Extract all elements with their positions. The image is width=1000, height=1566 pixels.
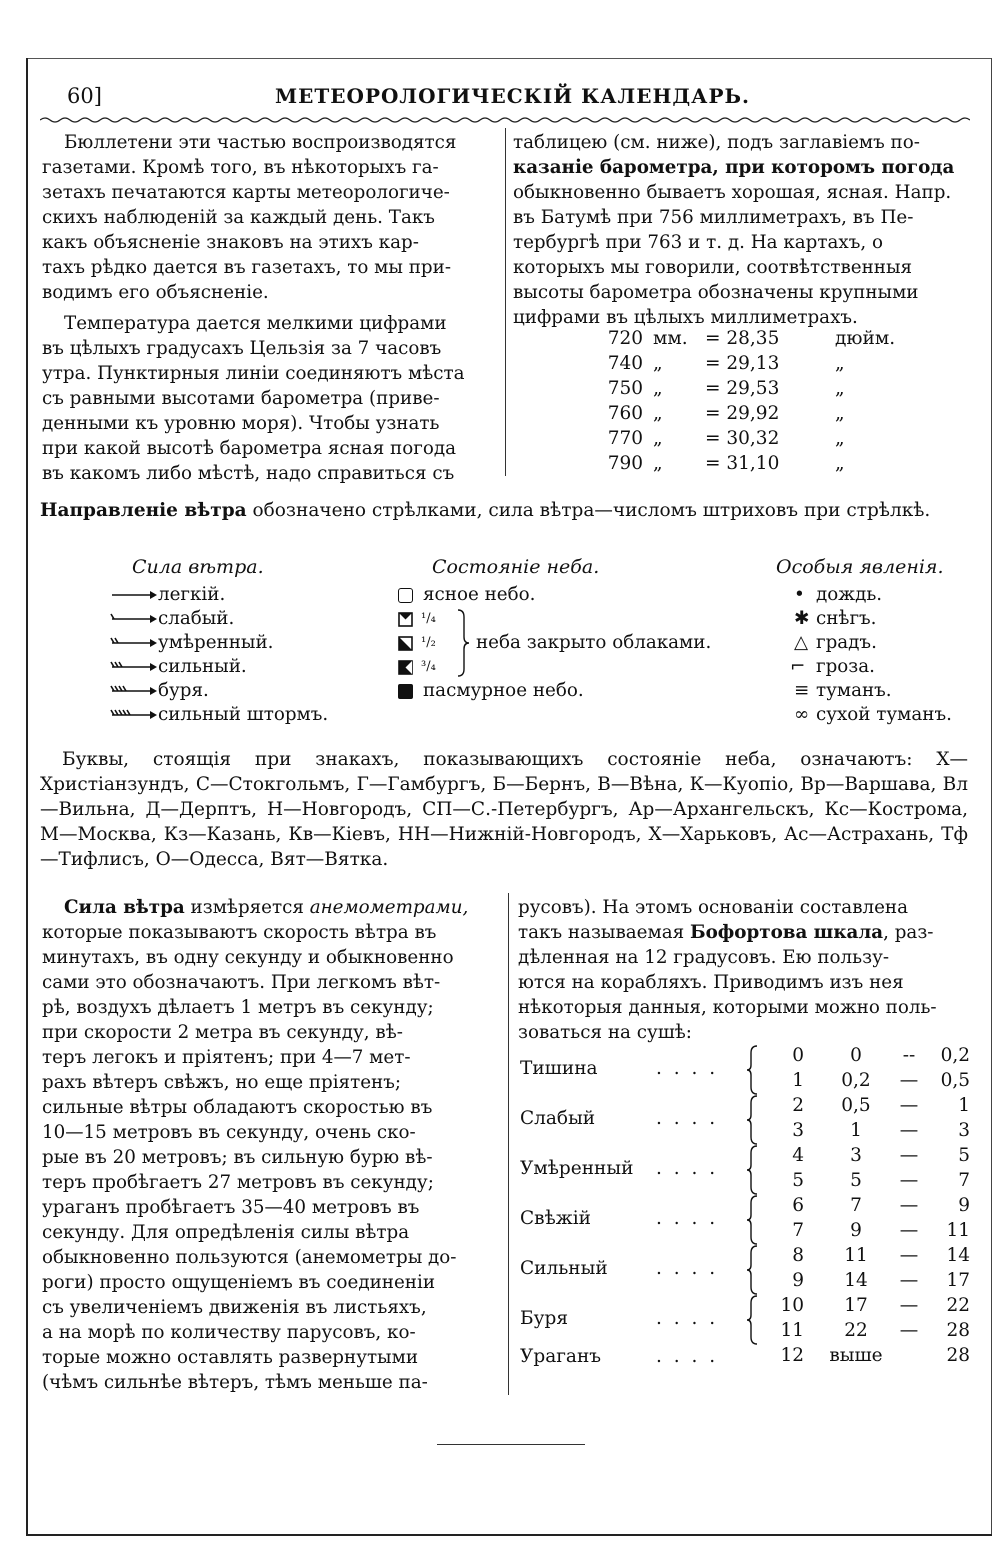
beaufort-wind-name: Тишина — [520, 1058, 598, 1079]
legend-item — [110, 655, 390, 679]
text-line: а на морѣ по количеству парусовъ, ко- — [42, 1322, 416, 1343]
fog-icon: ≡ — [794, 680, 810, 701]
legend-item — [110, 631, 390, 655]
mm-value: 740 — [607, 353, 643, 374]
text-line: (чѣмъ сильнѣе вѣтеръ, тѣмъ меньше па- — [42, 1372, 428, 1393]
thunderstorm-icon: ⌐ — [790, 656, 806, 677]
legend-label: сильный. — [158, 656, 247, 677]
wind-arrow-icon — [110, 685, 158, 697]
legend-item — [776, 631, 971, 655]
wind-arrow-icon — [110, 613, 158, 625]
legend-item — [110, 679, 390, 703]
legend-title: Особыя явленія. — [776, 556, 944, 578]
beaufort-number: 4 — [792, 1145, 804, 1166]
table-row — [516, 1170, 971, 1195]
inch-value: = 30,32 — [705, 428, 780, 449]
inch-unit: дюйм. — [835, 328, 896, 349]
quarter-cloud-icon — [398, 612, 413, 627]
text-line: минутахъ, въ одну секунду и обыкновенно — [42, 947, 454, 968]
legend-label: легкій. — [158, 584, 226, 605]
unit: мм. — [653, 328, 688, 349]
text-line: ются на корабляхъ. Приводимъ изъ нея — [518, 972, 904, 993]
legend-label: снѣгъ. — [816, 608, 877, 629]
beaufort-wind-name: Сильный — [520, 1258, 608, 1279]
beaufort-number: 5 — [792, 1170, 804, 1191]
table-row — [585, 426, 895, 451]
leader-dots: . . . . — [656, 1058, 719, 1079]
station-letters-paragraph: Буквы, стоящія при знакахъ, показывающихъ состояніе неба, означаютъ: Х—Христіанзундъ, С—Стокгольмъ, Г—Гамбургъ, Б—Бернъ, В—Вѣна, К—Куопіо, Вр—Варшава, Вл—Вильна, Д—Дерптъ, Н—Новгородъ, СП—С.-Петербургъ, Ар—Архангельскъ, Кс—Кострома, М—Москва, Кз—Казань, Кв—Кіевъ, НН—Нижній-Новгородъ, Х—Харьковъ, Ас—Астрахань, Тф—Тифлисъ, О—Одесса, Вят—Вятка. — [40, 749, 968, 870]
text-line: въ цѣлыхъ градусахъ Цельзія за 7 часовъ — [42, 338, 442, 359]
text-line: зоваться на сушѣ: — [518, 1022, 692, 1043]
header-wavy-rule — [40, 116, 970, 124]
text-line: съ равными высотами барометра (приве- — [42, 388, 440, 409]
rain-icon: • — [794, 584, 805, 605]
text-line: которые показываютъ скорость вѣтра въ — [42, 922, 437, 943]
legend-label: ясное небо. — [423, 584, 536, 605]
unit: „ — [653, 453, 663, 474]
table-row — [585, 376, 895, 401]
speed-from: 3 — [850, 1145, 862, 1166]
legend-label: пасмурное небо. — [423, 680, 584, 701]
legend-label: дождь. — [816, 584, 883, 605]
beaufort-number: 0 — [792, 1045, 804, 1066]
beaufort-number: 2 — [792, 1095, 804, 1116]
dash: — — [899, 1220, 919, 1241]
legend-item — [776, 703, 971, 727]
text-line: таблицею (см. ниже), подъ заглавіемъ по- — [513, 132, 920, 153]
beaufort-number: 1 — [792, 1070, 804, 1091]
table-row — [516, 1245, 971, 1270]
beaufort-number: 8 — [792, 1245, 804, 1266]
speed-from: 17 — [844, 1295, 868, 1316]
dash: — — [899, 1295, 919, 1316]
table-row — [585, 351, 895, 376]
table-row — [516, 1045, 971, 1070]
text-line: цифрами въ цѣлыхъ миллиметрахъ. — [513, 307, 858, 328]
text-line: сами это обозначаютъ. При легкомъ вѣт- — [42, 972, 441, 993]
speed-to: 14 — [946, 1245, 970, 1266]
fraction-label: ³/₄ — [421, 659, 436, 674]
beaufort-wind-name: Ураганъ — [520, 1345, 602, 1367]
text-line: нѣкоторыя данныя, которыми можно поль- — [518, 997, 937, 1018]
inch-unit: „ — [835, 403, 845, 424]
speed-to: 1 — [958, 1095, 970, 1116]
mm-value: 750 — [607, 378, 643, 399]
legend-wind-strength — [110, 555, 390, 727]
text-line: водимъ его объясненіе. — [42, 282, 269, 303]
bottom-left-column — [42, 895, 497, 1395]
page-border-right — [991, 58, 992, 1534]
text-line: казаніе барометра, при которомъ погода — [513, 157, 955, 178]
unit: „ — [653, 403, 663, 424]
speed-from: 11 — [844, 1245, 868, 1266]
speed-to: 7 — [958, 1170, 970, 1191]
overcast-icon — [398, 684, 413, 699]
legend-label: умѣренный. — [158, 632, 274, 653]
wind-arrow-icon — [110, 589, 158, 601]
speed-from: 7 — [850, 1195, 862, 1216]
legend-label: градъ. — [816, 632, 877, 653]
unit: „ — [653, 378, 663, 399]
legend-label: гроза. — [816, 656, 875, 677]
beaufort-number: 7 — [792, 1220, 804, 1241]
table-row — [516, 1145, 971, 1170]
speed-to: 0,5 — [940, 1070, 970, 1091]
wind-direction-text: обозначено стрѣлками, сила вѣтра—числомъ штриховъ при стрѣлкѣ. — [246, 500, 931, 521]
legend-label: сухой туманъ. — [816, 704, 952, 725]
text-line: Температура дается мелкими цифрами — [64, 313, 447, 334]
text-line: роги) просто ощущеніемъ въ соединеніи — [42, 1272, 436, 1293]
text-line: при скорости 2 метра въ секунду, вѣ- — [42, 1022, 403, 1043]
column-divider-bottom — [508, 893, 509, 1395]
table-row — [516, 1195, 971, 1220]
table-row — [516, 1345, 971, 1370]
half-cloud-icon — [398, 636, 413, 651]
text-line: торые можно оставлять развернутыми — [42, 1347, 419, 1368]
leader-dots: . . . . — [656, 1158, 719, 1179]
page-border-top — [26, 58, 992, 59]
speed-from: 5 — [850, 1170, 862, 1191]
text-line: Бюллетени эти частью воспроизводятся — [64, 132, 457, 153]
text-line: теръ легокъ и пріятенъ; при 4—7 мет- — [42, 1047, 411, 1068]
text-line: въ какомъ либо мѣстѣ, надо справиться съ — [42, 463, 455, 484]
text-line: ураганъ пробѣгаетъ 35—40 метровъ въ — [42, 1197, 420, 1218]
wind-direction-bold: Направленіе вѣтра — [40, 500, 247, 521]
beaufort-wind-name: Умѣренный — [520, 1158, 634, 1179]
dash: — — [899, 1170, 919, 1191]
legend-title: Состояніе неба. — [432, 556, 600, 578]
text-line: рѣ, воздухъ дѣлаетъ 1 метръ въ секунду; — [42, 997, 434, 1018]
dash: — — [899, 1070, 919, 1091]
inch-value: = 29,92 — [705, 403, 780, 424]
inch-value: = 29,13 — [705, 353, 780, 374]
table-row — [585, 326, 895, 351]
mm-value: 720 — [607, 328, 643, 349]
unit: „ — [653, 428, 663, 449]
text-line: рахъ вѣтеръ свѣжъ, но еще пріятенъ; — [42, 1072, 401, 1093]
beaufort-number: 10 — [780, 1295, 804, 1316]
three-quarter-cloud-icon — [398, 660, 413, 675]
end-rule — [437, 1444, 585, 1445]
beaufort-wind-name: Свѣжій — [520, 1208, 591, 1229]
mm-value: 760 — [607, 403, 643, 424]
text-line: сильные вѣтры обладаютъ скоростью въ — [42, 1097, 433, 1118]
unit: „ — [653, 353, 663, 374]
paragraph-bulletins — [42, 130, 497, 305]
legend-item — [110, 703, 390, 727]
dash: — — [899, 1145, 919, 1166]
table-row — [516, 1270, 971, 1295]
inch-unit: „ — [835, 353, 845, 374]
speed-to: 5 — [958, 1145, 970, 1166]
text-line: обыкновенно бываетъ хорошая, ясная. Напр. — [513, 182, 952, 203]
legend-item — [776, 583, 971, 607]
speed-from: выше — [829, 1345, 883, 1366]
legend-item — [776, 655, 971, 679]
wind-arrow-icon — [110, 661, 158, 673]
legend-label: туманъ. — [816, 680, 892, 701]
speed-to: 0,2 — [940, 1045, 970, 1066]
text-line: тахъ рѣдко дается въ газетахъ, то мы при- — [42, 257, 451, 278]
beaufort-wind-name: Буря — [520, 1308, 568, 1329]
sky-fraction-group — [398, 607, 798, 679]
dash: -- — [902, 1045, 916, 1066]
column-divider-top — [505, 128, 506, 476]
beaufort-number: 11 — [780, 1320, 804, 1341]
legend-label: сильный штормъ. — [158, 704, 329, 725]
legend-item — [398, 583, 798, 607]
fraction-label: ¹/₂ — [421, 635, 436, 650]
paragraph-temperature — [42, 311, 497, 486]
beaufort-number: 9 — [792, 1270, 804, 1291]
speed-from: 0,5 — [841, 1095, 871, 1116]
text-line: денными къ уровню моря). Чтобы узнать — [42, 413, 440, 434]
table-row — [516, 1120, 971, 1145]
wind-direction-paragraph — [40, 498, 968, 523]
speed-to: 3 — [958, 1120, 970, 1141]
wind-arrow-icon — [110, 637, 158, 649]
legend-phenomena — [776, 555, 971, 727]
legend-item — [776, 679, 971, 703]
leader-dots: . . . . — [656, 1208, 719, 1229]
speed-from: 22 — [844, 1320, 868, 1341]
leader-dots: . . . . — [656, 1345, 719, 1367]
speed-from: 9 — [850, 1220, 862, 1241]
inch-unit: „ — [835, 453, 845, 474]
text-line: съ увеличеніемъ движенія въ листьяхъ, — [42, 1297, 427, 1318]
text-line: такъ называемая Бофортова шкала, раз- — [518, 922, 934, 943]
speed-to: 22 — [946, 1295, 970, 1316]
speed-to: 17 — [946, 1270, 970, 1291]
text-line: при какой высотѣ барометра ясная погода — [42, 438, 456, 459]
text-line: высоты барометра обозначены крупными — [513, 282, 919, 303]
text-line: русовъ). На этомъ основаніи составлена — [518, 897, 909, 918]
bottom-right-column — [518, 895, 970, 1045]
page-header — [55, 80, 970, 114]
leader-dots: . . . . — [656, 1258, 719, 1279]
table-row — [585, 451, 895, 476]
mm-value: 770 — [607, 428, 643, 449]
legend-label: буря. — [158, 680, 209, 701]
legend-item — [110, 607, 390, 631]
top-right-column — [513, 130, 968, 330]
beaufort-number: 12 — [780, 1345, 804, 1366]
dash: — — [899, 1245, 919, 1266]
beaufort-number: 3 — [792, 1120, 804, 1141]
fraction-label: ¹/₄ — [421, 611, 436, 626]
inch-unit: „ — [835, 378, 845, 399]
text-line: Сила вѣтра измѣряется анемометрами, — [64, 897, 469, 918]
speed-from: 0,2 — [841, 1070, 871, 1091]
wind-arrow-icon — [110, 709, 158, 721]
speed-to: 28 — [946, 1345, 970, 1366]
inch-unit: „ — [835, 428, 845, 449]
leader-dots: . . . . — [656, 1108, 719, 1129]
text-line: которыхъ мы говорили, соотвѣтственныя — [513, 257, 913, 278]
text-line: дѣленная на 12 градусовъ. Ею пользу- — [518, 947, 890, 968]
legend-item — [776, 607, 971, 631]
text-line: теръ пробѣгаетъ 27 метровъ въ секунду; — [42, 1172, 434, 1193]
page-border-left — [26, 58, 28, 1534]
hail-icon: △ — [794, 632, 809, 653]
leader-dots: . . . . — [656, 1308, 719, 1329]
running-title: МЕТЕОРОЛОГИЧЕСКІЙ КАЛЕНДАРЬ. — [275, 84, 750, 108]
legend-sky-state — [398, 555, 798, 703]
table-row — [516, 1220, 971, 1245]
beaufort-wind-name: Слабый — [520, 1108, 596, 1129]
speed-to: 11 — [946, 1220, 970, 1241]
text-line: скихъ наблюденій за каждый день. Такъ — [42, 207, 435, 228]
legend-item — [110, 583, 390, 607]
beaufort-number: 6 — [792, 1195, 804, 1216]
cloud-fraction-label: неба закрыто облаками. — [476, 632, 712, 653]
top-left-column — [42, 130, 497, 486]
snow-icon: ✱ — [794, 608, 810, 629]
text-line: какъ объясненіе знаковъ на этихъ кар- — [42, 232, 419, 253]
table-row — [516, 1095, 971, 1120]
dash: — — [899, 1120, 919, 1141]
table-row — [585, 401, 895, 426]
speed-from: 1 — [850, 1120, 862, 1141]
table-row — [516, 1320, 971, 1345]
text-line: утра. Пунктирныя линіи соединяютъ мѣста — [42, 363, 465, 384]
inch-value: = 28,35 — [705, 328, 780, 349]
inch-value: = 29,53 — [705, 378, 780, 399]
dash: — — [899, 1195, 919, 1216]
dash: — — [899, 1320, 919, 1341]
text-line: рые въ 20 метровъ; въ сильную бурю вѣ- — [42, 1147, 433, 1168]
speed-to: 28 — [946, 1320, 970, 1341]
text-line: зетахъ печатаются карты метеорологиче- — [42, 182, 450, 203]
dash: — — [899, 1270, 919, 1291]
clear-sky-icon — [398, 588, 413, 603]
legend-item — [398, 679, 798, 703]
page-border-bottom — [26, 1534, 992, 1536]
dash: — — [899, 1095, 919, 1116]
table-row — [516, 1070, 971, 1095]
mm-value: 790 — [607, 453, 643, 474]
text-line: обыкновенно пользуются (анемометры до- — [42, 1247, 457, 1268]
inch-value: = 31,10 — [705, 453, 780, 474]
dry-fog-icon: ∞ — [794, 704, 810, 725]
speed-from: 14 — [844, 1270, 868, 1291]
speed-from: 0 — [850, 1045, 862, 1066]
speed-to: 9 — [958, 1195, 970, 1216]
legend-label: слабый. — [158, 608, 235, 629]
text-line: секунду. Для опредѣленія силы вѣтра — [42, 1222, 410, 1243]
text-line: газетами. Кромѣ того, въ нѣкоторыхъ га- — [42, 157, 439, 178]
table-row — [516, 1295, 971, 1320]
barometer-conversion-table — [585, 326, 895, 476]
legend-title: Сила вѣтра. — [132, 556, 264, 578]
text-line: тербургѣ при 763 и т. д. На картахъ, о — [513, 232, 883, 253]
page-number: 60] — [67, 84, 102, 108]
brace-icon — [456, 609, 470, 677]
text-line: въ Батумѣ при 756 миллиметрахъ, въ Пе- — [513, 207, 914, 228]
text-line: 10—15 метровъ въ секунду, очень ско- — [42, 1122, 416, 1143]
